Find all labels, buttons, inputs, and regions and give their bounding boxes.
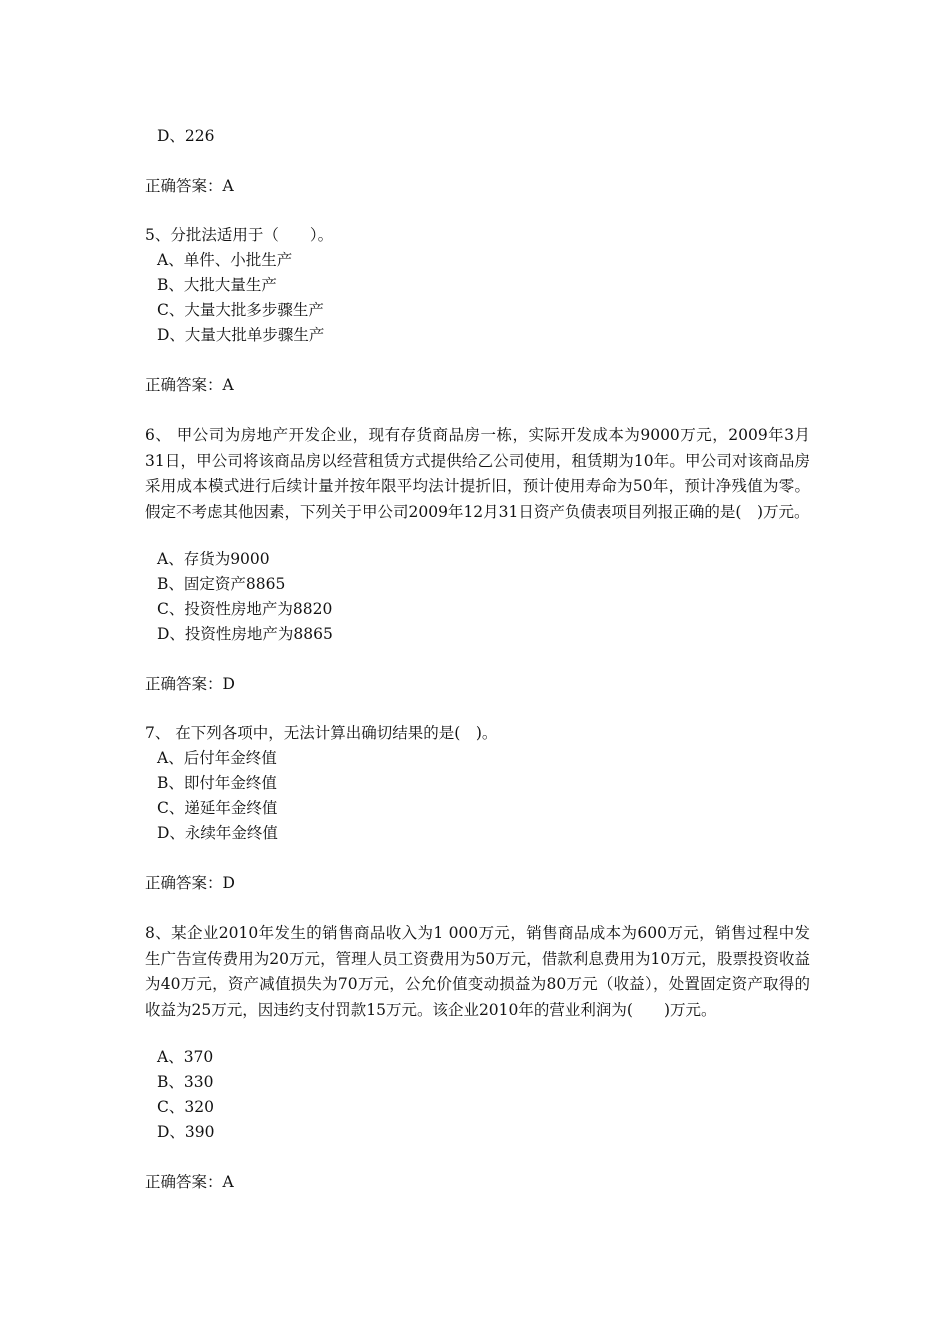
answer-line [145, 672, 810, 697]
question-6-options [145, 547, 810, 647]
answer-line [145, 373, 810, 398]
option-c: C、大量大批多步骤生产 [157, 301, 324, 319]
question-6 [145, 423, 810, 525]
question-text: 6、 甲公司为房地产开发企业，现有存货商品房一栋，实际开发成本为9000万元，2009年3月31日，甲公司将该商品房以经营租赁方式提供给乙公司使用，租赁期为10年。甲公司对该商品房采用成本模式进行后续计量并按年限平均法计提折旧，预计使用寿命为50年，预计净残值为零。假定不考虑其他因素，下列关于甲公司2009年12月31日资产负债表项目列报正确的是( )万元。 [145, 426, 810, 521]
option-d: D、大量大批单步骤生产 [157, 326, 325, 344]
answer-line [145, 174, 810, 199]
option-d: D、永续年金终值 [157, 824, 278, 842]
question-text: 7、 在下列各项中，无法计算出确切结果的是( )。 [145, 724, 498, 742]
option-d: D、投资性房地产为8865 [157, 625, 333, 643]
question-8-options [145, 1045, 810, 1145]
question-5 [145, 223, 810, 348]
question-7 [145, 721, 810, 846]
correct-answer: 正确答案：A [145, 1173, 234, 1191]
option-b: B、固定资产8865 [157, 575, 286, 593]
option-b: B、330 [157, 1073, 214, 1091]
option-d: D、390 [157, 1123, 215, 1141]
question-text: 5、分批法适用于（ ）。 [145, 226, 334, 244]
answer-line [145, 1170, 810, 1195]
option-d [145, 124, 810, 149]
option-c: C、320 [157, 1098, 214, 1116]
correct-answer: 正确答案：D [145, 675, 235, 693]
option-a: A、370 [157, 1048, 214, 1066]
option-b: B、即付年金终值 [157, 774, 277, 792]
option-a: A、存货为9000 [157, 550, 270, 568]
question-8 [145, 921, 810, 1023]
option-a: A、单件、小批生产 [157, 251, 293, 269]
option-b: B、大批大量生产 [157, 276, 277, 294]
option-a: A、后付年金终值 [157, 749, 277, 767]
option-c: C、投资性房地产为8820 [157, 600, 333, 618]
correct-answer: 正确答案：A [145, 376, 234, 394]
question-text: 8、某企业2010年发生的销售商品收入为1 000万元，销售商品成本为600万元，销售过程中发生广告宣传费用为20万元，管理人员工资费用为50万元，借款利息费用为10万元，股票投资收益为40万元，资产减值损失为70万元，公允价值变动损益为80万元（收益），处置固定资产取得的收益为25万元，因违约支付罚款15万元。该企业2010年的营业利润为( )万元。 [145, 924, 810, 1019]
correct-answer: 正确答案：A [145, 177, 234, 195]
option-text: D、226 [157, 127, 215, 145]
option-c: C、递延年金终值 [157, 799, 278, 817]
correct-answer: 正确答案：D [145, 874, 235, 892]
answer-line [145, 871, 810, 896]
